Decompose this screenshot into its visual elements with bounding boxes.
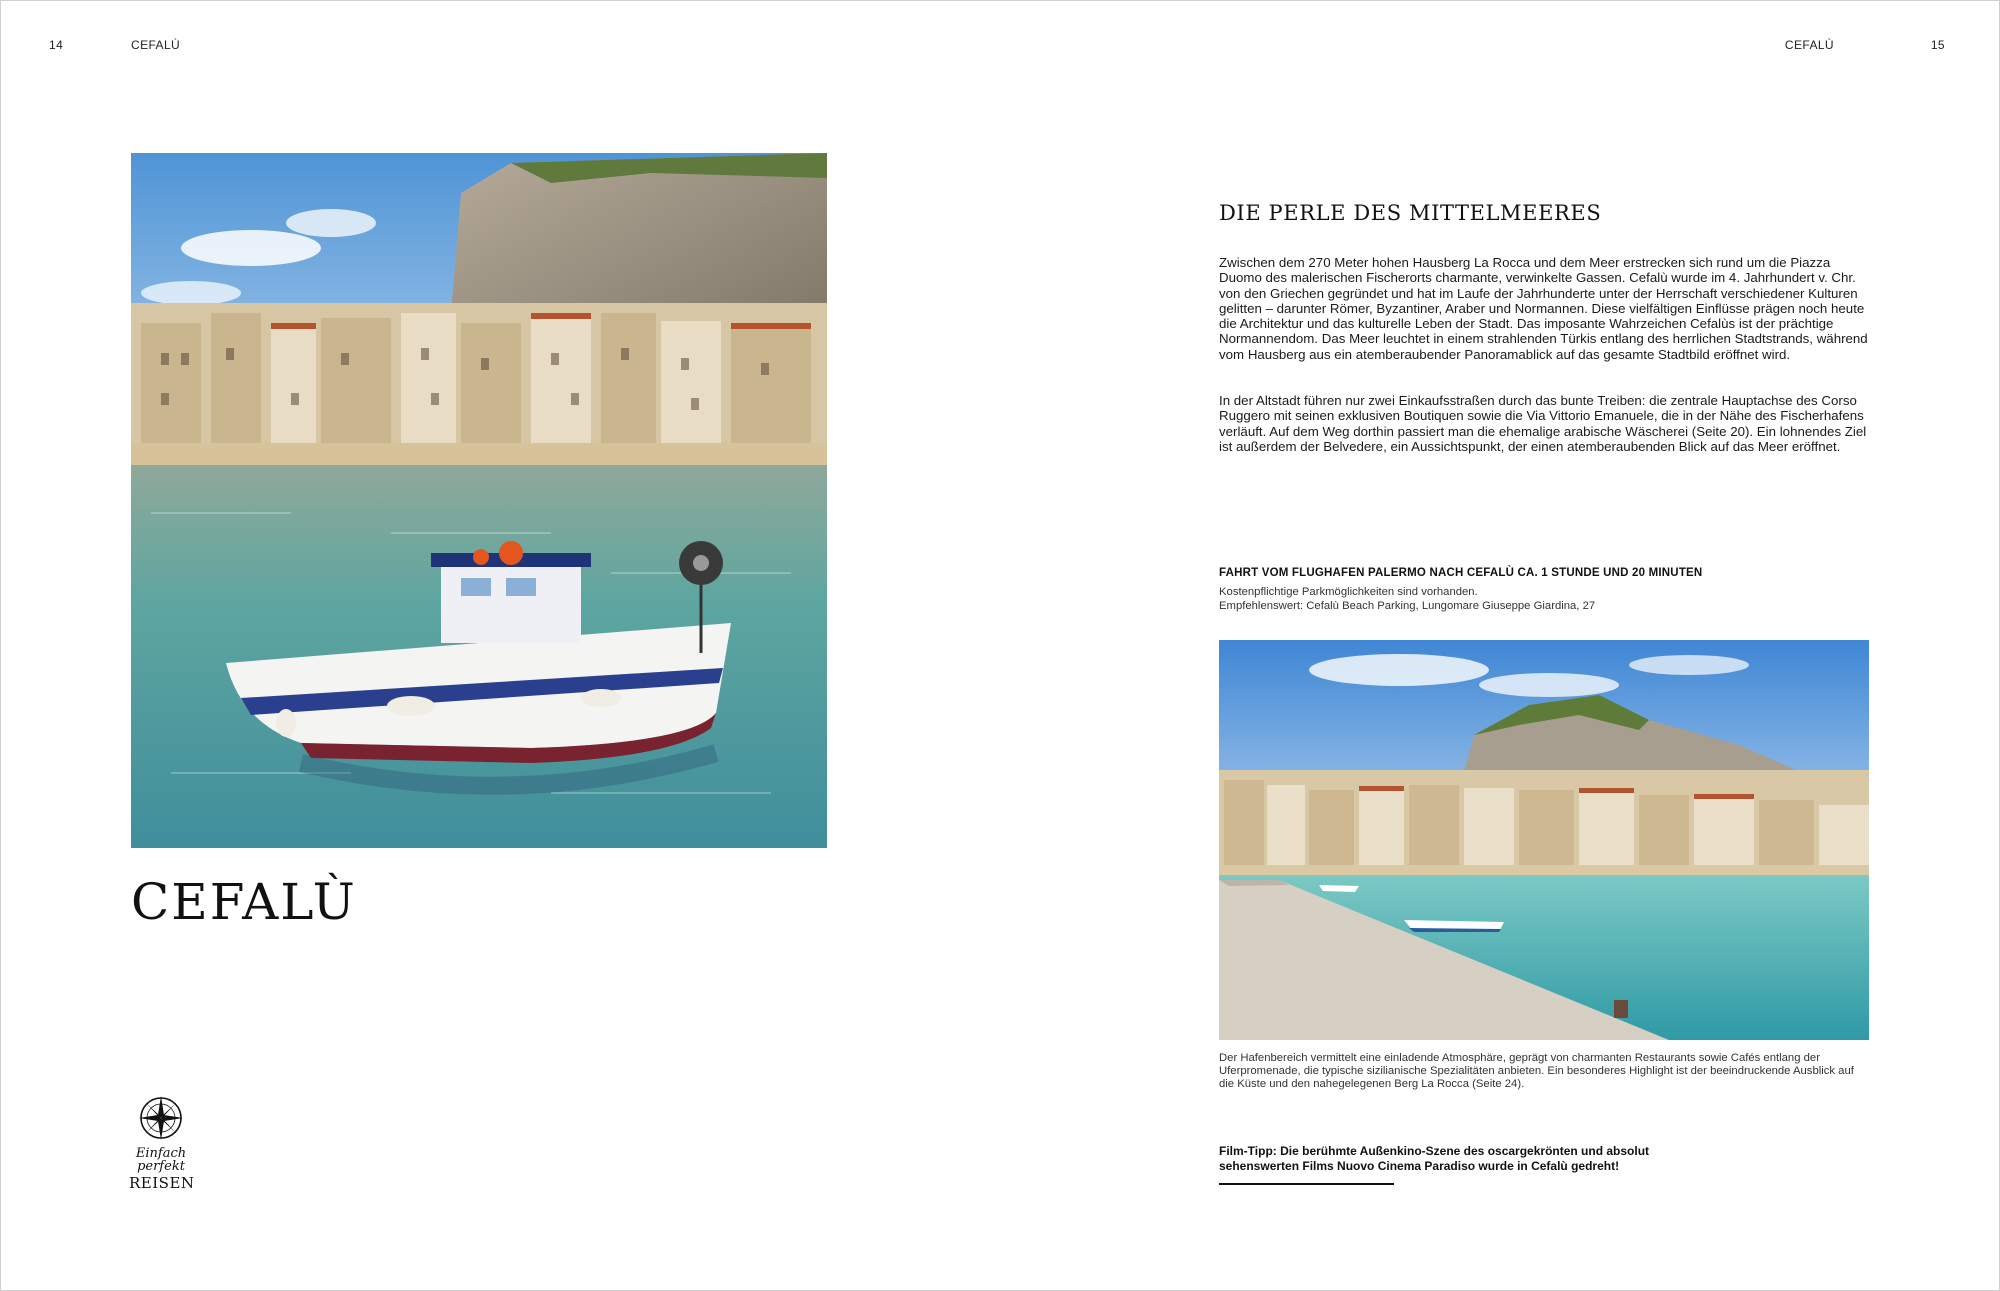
photo-caption: Der Hafenbereich vermittelt eine einladende Atmosphäre, geprägt von charmanten Restaurants sowie Cafés entlang der Uferpromenade, die typische sizilianische Spezialitäten anbieten. Ein besonderes Highlight ist der beeindruckende Ausblick auf die Küste und den nahegelegenen Berg La Rocca (Seite 24). (1219, 1052, 1854, 1091)
harbour-rocca-photo (1219, 640, 1869, 1040)
travel-info-heading: FAHRT VOM FLUGHAFEN PALERMO NACH CEFALÙ CA. 1 STUNDE UND 20 MINUTEN (1219, 567, 1703, 579)
logo-script-line-2: perfekt (137, 1159, 185, 1174)
film-tip-underline (1219, 1183, 1394, 1185)
compass-rose-icon (138, 1095, 184, 1141)
left-running-head: CEFALÙ (131, 38, 181, 52)
boat-harbour-photo (131, 153, 827, 848)
logo-wordmark: REISEN (129, 1174, 195, 1192)
travel-info-line-1: Kostenpflichtige Parkmöglichkeiten sind vorhanden. (1219, 586, 1478, 598)
logo-script-line-1: Einfach (135, 1146, 187, 1161)
right-running-head: CEFALÙ (1784, 38, 1834, 52)
right-page-number: 15 (1930, 38, 1945, 52)
travel-info-line-2: Empfehlenswert: Cefalù Beach Parking, Lungomare Giuseppe Giardina, 27 (1219, 600, 1596, 612)
film-tip: Film-Tipp: Die berühmte Außenkino-Szene des oscargekrönten und absolut sehenswerten Films Nuovo Cinema Paradiso wurde in Cefalù gedreht! (1219, 1144, 1650, 1173)
place-title: CEFALÙ (131, 873, 357, 931)
publisher-logo (129, 1095, 195, 1192)
body-paragraph-2: In der Altstadt führen nur zwei Einkaufsstraßen durch das bunte Treiben: die zentrale Hauptachse des Corso Ruggero mit seinen exklusiven Boutiquen sowie die Via Vittorio Emanuele, die in der Nähe des Fischerhafens verläuft. Auf dem Weg dorthin passiert man die ehemalige arabische Wäscherei (Seite 20). Ein lohnendes Ziel ist außerdem der Belvedere, ein Aussichtspunkt, der einen atemberaubenden Blick auf das Meer eröffnet. (1219, 393, 1867, 454)
body-paragraph-1: Zwischen dem 270 Meter hohen Hausberg La Rocca und dem Meer erstrecken sich rund um die Piazza Duomo des malerischen Fischerorts charmante, verwinkelte Gassen. Cefalù wurde im 4. Jahrhundert v. Chr. von den Griechen gegründet und hat im Laufe der Jahrhunderte unter der Herrschaft verschiedener Kulturen gelitten – darunter Römer, Byzantiner, Araber und Normannen. Diese vielfältigen Einflüsse prägen noch heute die Architektur und das kulturelle Leben der Stadt. Das imposante Wahrzeichen Cefalùs ist der prächtige Normannendom. Das Meer leuchtet in einem strahlenden Türkis entlang des herrlichen Stadtstrands, während vom Hausberg aus ein atemberaubender Panoramablick auf das gesamte Stadtbild eröffnet wird. (1219, 255, 1868, 362)
left-page-number: 14 (49, 38, 64, 52)
section-title: DIE PERLE DES MITTELMEERES (1219, 201, 1602, 225)
